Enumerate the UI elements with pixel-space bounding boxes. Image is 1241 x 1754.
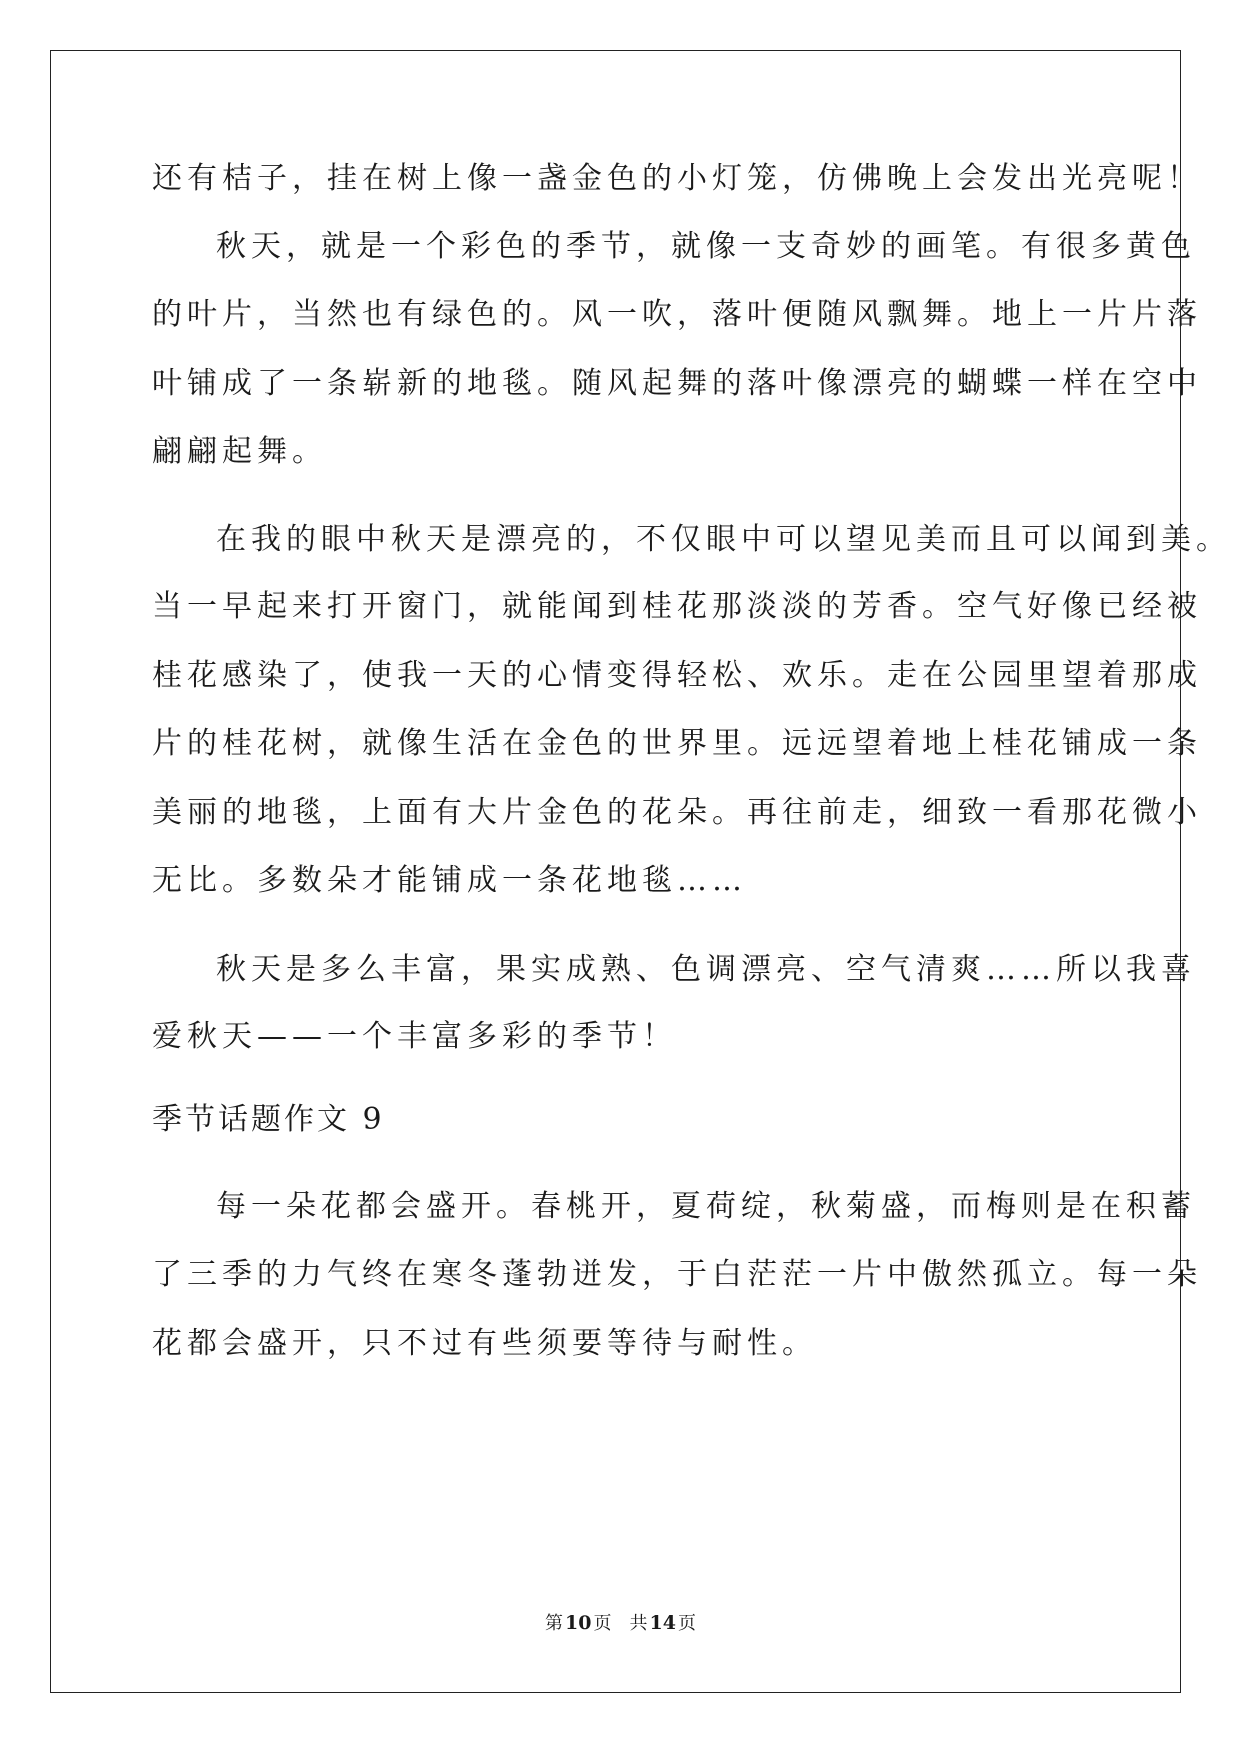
paragraph-start-line: 秋天，就是一个彩色的季节，就像一支奇妙的画笔。有很多黄色 [216,229,1196,264]
text-line: 叶铺成了一条崭新的地毯。随风起舞的落叶像漂亮的蝴蝶一样在空中 [152,366,1202,401]
total-suffix: 页 [677,1613,696,1634]
page-prefix: 第 [545,1613,564,1634]
text-line: 当一早起来打开窗门，就能闻到桂花那淡淡的芳香。空气好像已经被 [152,589,1202,624]
page-current: 10 [565,1612,592,1634]
text-line: 翩翩起舞。 [152,434,327,469]
text-line: 了三季的力气终在寒冬蓬勃迸发，于白茫茫一片中傲然孤立。每一朵 [152,1257,1202,1292]
page-total: 14 [649,1612,676,1634]
text-line: 花都会盛开，只不过有些须要等待与耐性。 [152,1326,817,1361]
paragraph-start-line: 秋天是多么丰富，果实成熟、色调漂亮、空气清爽……所以我喜 [216,952,1196,987]
page-footer [0,1611,1241,1636]
paragraph-start-line: 在我的眼中秋天是漂亮的，不仅眼中可以望见美而且可以闻到美。 [216,522,1231,557]
text-line: 美丽的地毯，上面有大片金色的花朵。再往前走，细致一看那花微小 [152,795,1202,830]
total-prefix: 共 [629,1613,648,1634]
text-line: 爱秋天——一个丰富多彩的季节！ [152,1019,677,1054]
text-line: 桂花感染了，使我一天的心情变得轻松、欢乐。走在公园里望着那成 [152,658,1202,693]
text-line: 片的桂花树，就像生活在金色的世界里。远远望着地上桂花铺成一条 [152,726,1202,761]
text-line: 无比。多数朵才能铺成一条花地毯…… [152,863,747,898]
section-heading: 季节话题作文 9 [152,1102,385,1137]
paragraph-start-line: 每一朵花都会盛开。春桃开，夏荷绽，秋菊盛，而梅则是在积蓄 [216,1189,1196,1224]
page-suffix: 页 [593,1613,612,1634]
text-line: 的叶片，当然也有绿色的。风一吹，落叶便随风飘舞。地上一片片落 [152,297,1202,332]
text-line: 还有桔子，挂在树上像一盏金色的小灯笼，仿佛晚上会发出光亮呢！ [152,161,1202,196]
